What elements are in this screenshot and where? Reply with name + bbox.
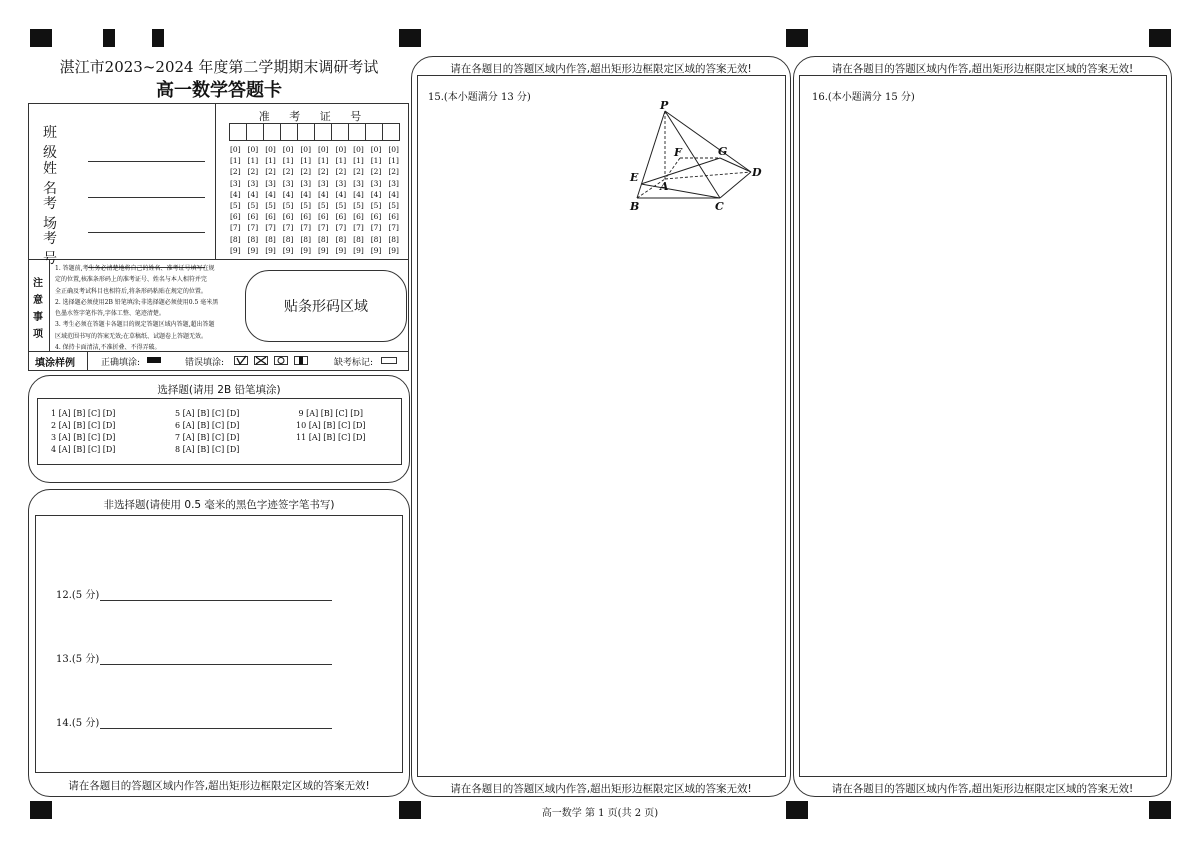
digit-bubble[interactable]: [9]: [388, 245, 399, 255]
question-14[interactable]: [56, 714, 332, 729]
note-line: 全正确及考试科目也相符后,将条形码粘贴在规定的位置。: [55, 287, 207, 295]
name-field[interactable]: [43, 158, 205, 198]
fill-sample-row: [29, 351, 408, 370]
question-13[interactable]: [56, 650, 332, 665]
digit-bubble[interactable]: [2]: [388, 167, 399, 177]
digit-bubble[interactable]: [6]: [247, 212, 259, 222]
digit-bubble[interactable]: [0]: [317, 145, 329, 154]
wrong-fill-label: 错误填涂:: [185, 358, 225, 368]
digit-bubble[interactable]: [7]: [230, 223, 241, 233]
bubble-row: [230, 155, 406, 166]
bubble-row: [230, 234, 406, 245]
seat-number-label: 考 号: [43, 231, 71, 267]
digit-bubble[interactable]: [2]: [370, 167, 382, 177]
digit-bubble[interactable]: [6]: [388, 212, 399, 222]
digit-bubble[interactable]: [9]: [230, 245, 241, 255]
digit-bubble[interactable]: [9]: [353, 245, 364, 255]
digit-bubble[interactable]: [0]: [230, 145, 241, 154]
digit-bubble[interactable]: [8]: [282, 234, 294, 244]
question-15-label: 15.(本小题满分 13 分): [428, 92, 531, 103]
digit-bubble[interactable]: [6]: [230, 212, 241, 222]
bubble-row: [230, 166, 406, 177]
question-16-label: 16.(本小题满分 15 分): [812, 92, 915, 103]
digit-bubble[interactable]: [0]: [370, 145, 382, 154]
digit-bubble[interactable]: [7]: [282, 223, 294, 233]
digit-bubble[interactable]: [4]: [265, 189, 276, 199]
fill-sample-label: 填涂样例: [35, 358, 75, 369]
digit-bubble[interactable]: [4]: [370, 189, 382, 199]
digit-bubble[interactable]: [7]: [370, 223, 382, 233]
digit-bubble[interactable]: [7]: [388, 223, 399, 233]
bubble-row: [230, 189, 406, 200]
digit-bubble[interactable]: [2]: [353, 167, 364, 177]
digit-bubble[interactable]: [5]: [370, 201, 382, 211]
class-label: 班 级: [43, 125, 71, 161]
nonchoice-answer-area[interactable]: [35, 515, 403, 773]
digit-bubble[interactable]: [7]: [335, 223, 347, 233]
vertex-label: P: [660, 99, 669, 112]
digit-bubble[interactable]: [5]: [317, 201, 329, 211]
boundary-warning: 请在各题目的答题区域内作答,超出矩形边框限定区域的答案无效!: [450, 63, 752, 75]
digit-bubble[interactable]: [8]: [335, 234, 347, 244]
digit-bubble[interactable]: [5]: [335, 201, 347, 211]
digit-bubble[interactable]: [2]: [317, 167, 329, 177]
digit-bubble[interactable]: [7]: [247, 223, 259, 233]
absent-mark-box[interactable]: [381, 357, 397, 364]
vertex-label: F: [674, 146, 682, 159]
note-line: 区域范围书写的答案无效;在草稿纸、试题卷上答题无效。: [55, 332, 208, 340]
digit-bubble[interactable]: [4]: [335, 189, 347, 199]
digit-bubble[interactable]: [4]: [282, 189, 294, 199]
digit-bubble[interactable]: [9]: [300, 245, 311, 255]
notes-section: [29, 259, 408, 351]
question-16-answer-area[interactable]: [799, 75, 1167, 777]
digit-bubble[interactable]: [5]: [282, 201, 294, 211]
exam-title: 湛江市2023~2024 年度第二学期期末调研考试: [59, 58, 379, 76]
digit-bubble[interactable]: [5]: [265, 201, 276, 211]
digit-bubble[interactable]: [2]: [247, 167, 259, 177]
alignment-mark: [30, 29, 52, 47]
notes-text: [55, 263, 241, 353]
digit-bubble[interactable]: [1]: [388, 156, 399, 166]
exam-room-label: 考 场: [43, 196, 71, 232]
digit-bubble[interactable]: [1]: [353, 156, 364, 166]
nonchoice-section: [28, 489, 410, 797]
digit-bubble[interactable]: [5]: [353, 201, 364, 211]
note-line: 4. 保持卡面清洁,不准折叠、不得弄破。: [55, 344, 161, 352]
digit-bubble[interactable]: [7]: [353, 223, 364, 233]
digit-bubble[interactable]: [3]: [370, 178, 382, 188]
digit-bubble[interactable]: [0]: [300, 145, 311, 154]
correct-fill-sample: [147, 357, 161, 363]
digit-bubble[interactable]: [5]: [230, 201, 241, 211]
question-16-section: [793, 56, 1172, 797]
digit-bubble[interactable]: [8]: [247, 234, 259, 244]
boundary-warning: 请在各题目的答题区域内作答,超出矩形边框限定区域的答案无效!: [68, 780, 370, 792]
notes-label: 注意事项: [33, 278, 43, 340]
digit-bubble[interactable]: [4]: [300, 189, 311, 199]
wrong-fill-samples: [234, 355, 314, 366]
alignment-mark: [103, 29, 115, 47]
digit-bubble[interactable]: [2]: [282, 167, 294, 177]
digit-bubble[interactable]: [8]: [370, 234, 382, 244]
question-12-label: 12.(5 分): [56, 590, 100, 601]
admission-number-title: 准 考 证 号: [258, 110, 370, 123]
digit-bubble[interactable]: [2]: [265, 167, 276, 177]
choice-answer-area: [37, 398, 402, 465]
choice-section: [28, 375, 410, 483]
vertex-label: C: [715, 200, 724, 213]
digit-bubble[interactable]: [4]: [388, 189, 399, 199]
digit-bubble[interactable]: [9]: [265, 245, 276, 255]
note-line: 2. 选择题必须使用2B 铅笔填涂;非选择题必须使用0.5 毫米黑: [55, 298, 219, 306]
card-title: 高一数学答题卡: [156, 80, 282, 101]
vertex-label: B: [630, 200, 640, 213]
note-line: 定的位置,核准条形码上的准考证号、姓名与本人相符并完: [55, 276, 207, 284]
digit-bubble[interactable]: [5]: [247, 201, 259, 211]
digit-bubble[interactable]: [5]: [300, 201, 311, 211]
digit-bubble[interactable]: [1]: [300, 156, 311, 166]
pyramid-figure: [618, 98, 768, 216]
digit-bubble[interactable]: [1]: [335, 156, 347, 166]
digit-bubble[interactable]: [3]: [335, 178, 347, 188]
alignment-mark: [786, 29, 808, 47]
digit-bubble[interactable]: [2]: [230, 167, 241, 177]
exam-room-field[interactable]: [43, 193, 205, 233]
digit-bubble[interactable]: [7]: [300, 223, 311, 233]
digit-bubble[interactable]: [3]: [353, 178, 364, 188]
digit-bubble[interactable]: [4]: [230, 189, 241, 199]
choice-column-3[interactable]: 9 [A] [B] [C] [D] 10 [A] [B] [C] [D] 11 [A] [B] [C] [D]: [296, 409, 366, 442]
correct-fill-label: 正确填涂:: [101, 358, 141, 368]
digit-bubble[interactable]: [8]: [300, 234, 311, 244]
digit-bubble[interactable]: [2]: [300, 167, 311, 177]
page-footer: 高一数学 第 1 页(共 2 页): [541, 808, 659, 819]
digit-bubble[interactable]: [7]: [265, 223, 276, 233]
digit-bubble[interactable]: [8]: [265, 234, 276, 244]
digit-bubble[interactable]: [8]: [230, 234, 241, 244]
digit-bubble[interactable]: [6]: [353, 212, 364, 222]
digit-bubble[interactable]: [6]: [265, 212, 276, 222]
digit-bubble[interactable]: [6]: [335, 212, 347, 222]
vertex-label: D: [752, 166, 762, 179]
bubble-row: [230, 200, 406, 211]
digit-bubble[interactable]: [9]: [370, 245, 382, 255]
digit-bubble[interactable]: [6]: [370, 212, 382, 222]
digit-bubble[interactable]: [4]: [317, 189, 329, 199]
bubble-row: [230, 178, 406, 189]
alignment-mark: [152, 29, 164, 47]
digit-bubble[interactable]: [0]: [335, 145, 347, 154]
question-14-label: 14.(5 分): [56, 718, 100, 729]
digit-bubble[interactable]: [3]: [282, 178, 294, 188]
choice-column-2[interactable]: 5 [A] [B] [C] [D] 6 [A] [B] [C] [D] 7 [A] [B] [C] [D] 8 [A] [B] [C] [D]: [175, 409, 240, 454]
barcode-area[interactable]: 贴条形码区域: [245, 270, 407, 342]
digit-bubble[interactable]: [1]: [247, 156, 259, 166]
digit-bubble[interactable]: [9]: [317, 245, 329, 255]
digit-bubble[interactable]: [9]: [282, 245, 294, 255]
alignment-mark: [1149, 29, 1171, 47]
boundary-warning: 请在各题目的答题区域内作答,超出矩形边框限定区域的答案无效!: [831, 63, 1134, 75]
digit-bubble[interactable]: [8]: [317, 234, 329, 244]
digit-bubble[interactable]: [1]: [265, 156, 276, 166]
class-field[interactable]: [43, 122, 205, 162]
digit-bubble[interactable]: [3]: [247, 178, 259, 188]
nonchoice-title: 非选择题(请使用 0.5 毫米的黑色字迹签字笔书写): [103, 499, 335, 511]
digit-bubble[interactable]: [3]: [388, 178, 399, 188]
digit-bubble[interactable]: [7]: [317, 223, 329, 233]
digit-bubble[interactable]: [0]: [247, 145, 259, 154]
note-line: 色墨水签字笔作答,字体工整、笔迹清楚。: [55, 310, 165, 318]
digit-bubble[interactable]: [0]: [353, 145, 364, 154]
note-line: 1. 答题前,考生务必清楚地将自己的姓名、准考证号填写在规: [55, 265, 215, 272]
note-line: 3. 考生必须在答题卡各题目的规定答题区域内答题,超出答题: [55, 321, 215, 329]
digit-bubble[interactable]: [3]: [265, 178, 276, 188]
digit-bubble[interactable]: [2]: [335, 167, 347, 177]
bubble-row: [230, 245, 406, 256]
vertex-label: G: [718, 145, 728, 158]
question-12[interactable]: [56, 586, 332, 601]
vertex-label: E: [630, 171, 639, 184]
digit-bubble[interactable]: [3]: [230, 178, 241, 188]
digit-bubble[interactable]: [6]: [317, 212, 329, 222]
name-label: 姓 名: [43, 161, 71, 197]
vertex-label: A: [660, 180, 669, 193]
question-15-section: [411, 56, 791, 797]
digit-bubble[interactable]: [0]: [282, 145, 294, 154]
alignment-mark: [399, 29, 421, 47]
admission-number-boxes[interactable]: [230, 123, 400, 141]
digit-bubble[interactable]: [1]: [370, 156, 382, 166]
digit-bubble[interactable]: [1]: [282, 156, 294, 166]
admission-number-bubbles[interactable]: [230, 144, 406, 256]
digit-bubble[interactable]: [3]: [317, 178, 329, 188]
boundary-warning: 请在各题目的答题区域内作答,超出矩形边框限定区域的答案无效!: [831, 783, 1134, 795]
digit-bubble[interactable]: [9]: [247, 245, 259, 255]
digit-bubble[interactable]: [5]: [388, 201, 399, 211]
bubble-row: [230, 211, 406, 222]
bubble-row: [230, 144, 406, 155]
digit-bubble[interactable]: [8]: [388, 234, 399, 244]
digit-bubble[interactable]: [4]: [247, 189, 259, 199]
digit-bubble[interactable]: [0]: [265, 145, 276, 154]
question-13-label: 13.(5 分): [56, 654, 100, 665]
digit-bubble[interactable]: [4]: [353, 189, 364, 199]
digit-bubble[interactable]: [9]: [335, 245, 347, 255]
student-info-box: [28, 103, 409, 371]
boundary-warning: 请在各题目的答题区域内作答,超出矩形边框限定区域的答案无效!: [450, 783, 752, 795]
digit-bubble[interactable]: [8]: [353, 234, 364, 244]
absent-mark-label: 缺考标记:: [334, 358, 374, 368]
question-15-answer-area[interactable]: [417, 75, 786, 777]
bubble-row: [230, 222, 406, 233]
digit-bubble[interactable]: [1]: [230, 156, 241, 166]
digit-bubble[interactable]: [6]: [282, 212, 294, 222]
choice-column-1[interactable]: 1 [A] [B] [C] [D] 2 [A] [B] [C] [D] 3 [A] [B] [C] [D] 4 [A] [B] [C] [D]: [51, 409, 116, 454]
digit-bubble[interactable]: [6]: [300, 212, 311, 222]
digit-bubble[interactable]: [0]: [388, 145, 399, 154]
digit-bubble[interactable]: [1]: [317, 156, 329, 166]
choice-title: 选择题(请用 2B 铅笔填涂): [157, 384, 281, 396]
digit-bubble[interactable]: [3]: [300, 178, 311, 188]
